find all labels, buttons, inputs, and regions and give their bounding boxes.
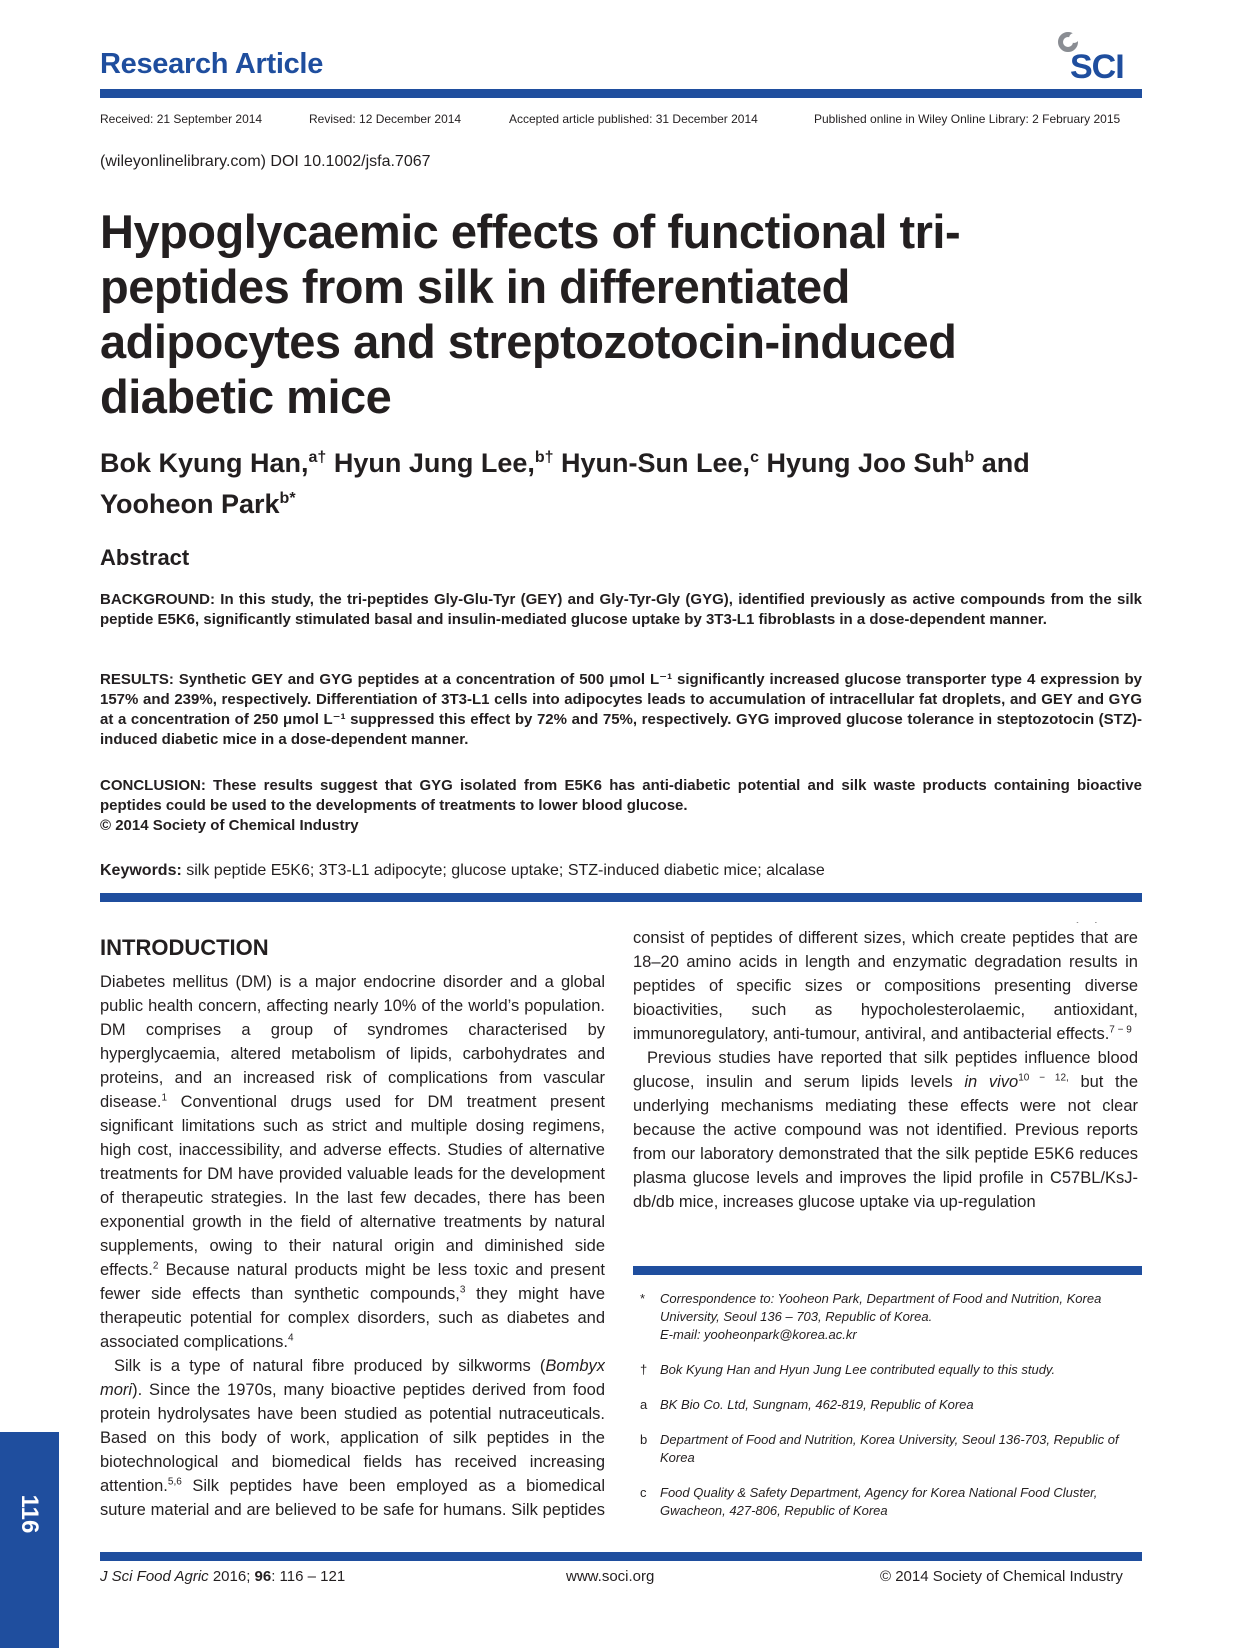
paragraph-text: Conventional drugs used for DM treatment present significant limitations such as strict and multiple dosing regimens, high cost, inaccessibility, and adverse effects. Studies of alternative treatments for DM have provided valuable leads for the development of therapeutic strategies. In the last few decades, there has been exponential growth in the field of alternative treatments by natural supplements, owing to their natural origin and diminished side effects.: [100, 1093, 605, 1279]
published-date: Published online in Wiley Online Library: 2 February 2015: [814, 112, 1121, 126]
paragraph-text: they might have therapeutic potential for complex disorders, such as diabetes and associated complications.: [100, 1285, 605, 1351]
author-affiliation: a†: [308, 449, 327, 466]
logo-text: SCI: [1070, 48, 1124, 86]
introduction-heading: INTRODUCTION: [100, 935, 269, 960]
abstract-conclusion-text: CONCLUSION: These results suggest that GYG isolated from E5K6 has anti-diabetic potential and silk waste products containing bioactive peptides could be used to the developments of treatments to lower blood glucose.: [100, 777, 1142, 814]
page-number: 116: [16, 1494, 43, 1534]
paragraph: [100, 1354, 605, 1518]
citation[interactable]: 2: [152, 1260, 159, 1272]
journal-volume: 96: [254, 1568, 272, 1585]
citation[interactable]: 7 − 9: [1109, 1024, 1132, 1036]
doi: (wileyonlinelibrary.com) DOI 10.1002/jsfa.7067: [100, 153, 431, 170]
footnote-affiliation-a: [640, 1396, 1140, 1414]
author-name: Hyun Jung Lee,: [333, 448, 535, 478]
journal-citation: [100, 1568, 345, 1585]
website-link[interactable]: www.soci.org: [566, 1568, 655, 1585]
accepted-date: Accepted article published: 31 December 2014: [509, 112, 758, 126]
latin-term: in vivo: [964, 1073, 1019, 1091]
received-date: Received: 21 September 2014: [100, 112, 263, 126]
footnote-text: Food Quality & Safety Department, Agency for Korea National Food Cluster, Gwacheon, 427-806, Republic of Korea: [660, 1485, 1098, 1518]
footer-copyright: © 2014 Society of Chemical Industry: [880, 1568, 1123, 1585]
citation[interactable]: 4: [288, 1332, 294, 1344]
author-name: Hyun-Sun Lee,: [561, 448, 751, 478]
article-title: Hypoglycaemic effects of functional tri-peptides from silk in differentiated adipocytes and streptozotocin-induced diabetic mice: [100, 205, 961, 423]
body-column-right-continuation: [633, 922, 1138, 1046]
footnote-affiliation-b: [640, 1431, 1140, 1467]
footnote-mark: a: [640, 1397, 648, 1412]
abstract-rule: [100, 893, 1142, 902]
abstract-background: BACKGROUND: In this study, the tri-peptides Gly-Glu-Tyr (GEY) and Gly-Tyr-Gly (GYG), identified previously as active compounds from the silk peptide E5K6, significantly stimulated basal and insulin-mediated glucose uptake by 3T3-L1 fibroblasts in a dose-dependent manner.: [100, 591, 1142, 628]
footnote-email[interactable]: E-mail: yooheonpark@korea.ac.kr: [660, 1327, 857, 1342]
footnote-text: Department of Food and Nutrition, Korea University, Seoul 136-703, Republic of Korea: [660, 1432, 1119, 1465]
author-list: [100, 440, 1140, 522]
section-label: Research Article: [100, 48, 324, 80]
paragraph-text: Previous studies have reported that silk peptides influence blood glucose, insulin and serum lipids levels: [633, 1049, 1138, 1091]
paragraph-text: but the underlying mechanisms mediating these effects were not clear because the active compound was not identified. Previous reports from our laboratory demonstrated that the silk peptide E5K6 reduces plasma glucose levels and improves the lipid profile in C57BL/KsJ-db/db mice, increases glucose uptake via up-regulation: [633, 1073, 1138, 1211]
paragraph-text: Because natural products might be less toxic and present fewer side effects than synthetic compounds,: [100, 1261, 605, 1303]
keywords-text: silk peptide E5K6; 3T3-L1 adipocyte; glucose uptake; STZ-induced diabetic mice; alcalase: [181, 862, 825, 879]
footnote-correspondence: [640, 1290, 1140, 1344]
author-affiliation: b*: [279, 490, 296, 507]
paragraph: [633, 922, 1138, 1046]
footnote-rule: [633, 1266, 1142, 1275]
footnote-text: Bok Kyung Han and Hyun Jung Lee contributed equally to this study.: [660, 1362, 1056, 1377]
body-column-right: [633, 1046, 1138, 1218]
author-affiliation: b†: [534, 449, 554, 466]
footnote-text: BK Bio Co. Ltd, Sungnam, 462-819, Republic of Korea: [660, 1397, 974, 1412]
paragraph: [633, 1046, 1138, 1214]
citation[interactable]: 3: [459, 1284, 466, 1296]
paragraph-text: consist of peptides of different sizes, which create peptides that are 18–20 amino acids in length and enzymatic degradation results in peptides of specific sizes or compositions presenting diverse bioactivities, such as hypocholesterolaemic, antioxidant, immunoregulatory, anti-tumour, antiviral, and antibacterial effects.: [633, 929, 1138, 1043]
author-name: Hyung Joo Suh: [766, 448, 965, 478]
paragraph: [100, 970, 605, 1354]
header-rule: [100, 89, 1142, 98]
citation[interactable]: 10 − 12,: [1018, 1072, 1069, 1084]
paragraph-text: Silk peptides have been employed as a biomedical suture material and are believed to be safe for humans. Silk peptides: [100, 1477, 605, 1518]
paragraph-text: Silk is a type of natural fibre produced by silkworms (: [114, 1357, 546, 1375]
journal-name: J Sci Food Agric: [100, 1568, 209, 1585]
footnote-mark: b: [640, 1432, 648, 1447]
abstract-results: RESULTS: Synthetic GEY and GYG peptides at a concentration of 500 μmol L⁻¹ significantly increased glucose transporter type 4 expression by 157% and 239%, respectively. Differentiation of 3T3-L1 cells into adipocytes leads to accumulation of intracellular fat droplets, and GEY and GYG at a concentration of 250 μmol L⁻¹ suppressed this effect by 72% and 75%, respectively. GYG improved glucose tolerance in steptozotocin (STZ)-induced diabetic mice in a dose-dependent manner.: [100, 671, 1142, 748]
sci-logo: [1056, 28, 1142, 84]
footnote-mark: †: [640, 1362, 648, 1377]
paragraph-text: Diabetes mellitus (DM) is a major endocrine disorder and a global public health concern, affecting nearly 10% of the world’s population. DM comprises a group of syndromes characterised by hyperglycaemia, altered metabolism of lipids, carbohydrates and proteins, and an increased risk of complications from vascular disease.: [100, 973, 605, 1111]
author-name: Bok Kyung Han,: [100, 448, 309, 478]
author-affiliation: b: [964, 449, 975, 466]
citation[interactable]: 5,6: [167, 1476, 182, 1488]
journal-year: 2016;: [208, 1568, 255, 1585]
page-number-tab: [0, 1432, 59, 1648]
journal-pages: : 116 – 121: [271, 1568, 346, 1585]
citation[interactable]: 1: [161, 1092, 168, 1104]
footnote-affiliation-c: [640, 1484, 1140, 1520]
paragraph-text: ). Since the 1970s, many bioactive peptides derived from food protein hydrolysates have been studied as potential nutraceuticals. Based on this body of work, application of silk peptides in the biotechnological and biomedical fields has received increasing attention.: [100, 1381, 605, 1495]
footnote-equal-contribution: [640, 1361, 1140, 1379]
keywords-label: Keywords:: [100, 862, 182, 879]
author-affiliation: c: [750, 449, 759, 466]
author-name: Yooheon Park: [100, 489, 280, 519]
species-name: Bombyx mori: [100, 1357, 605, 1399]
revised-date: Revised: 12 December 2014: [309, 112, 462, 126]
abstract-copyright: © 2014 Society of Chemical Industry: [100, 817, 359, 834]
author-conjunction: and: [981, 448, 1030, 478]
footnote-text: Correspondence to: Yooheon Park, Department of Food and Nutrition, Korea University, Seoul 136 – 703, Republic of Korea.: [660, 1291, 1102, 1324]
footnote-mark: c: [640, 1485, 647, 1500]
keywords: [100, 862, 825, 880]
body-column-left-continuation: [633, 922, 1138, 1046]
body-column-left: [100, 970, 605, 1518]
abstract-conclusion: [100, 776, 1142, 836]
footer-rule: [100, 1552, 1142, 1561]
abstract-heading: Abstract: [100, 545, 190, 570]
footnote-mark: *: [640, 1291, 646, 1306]
